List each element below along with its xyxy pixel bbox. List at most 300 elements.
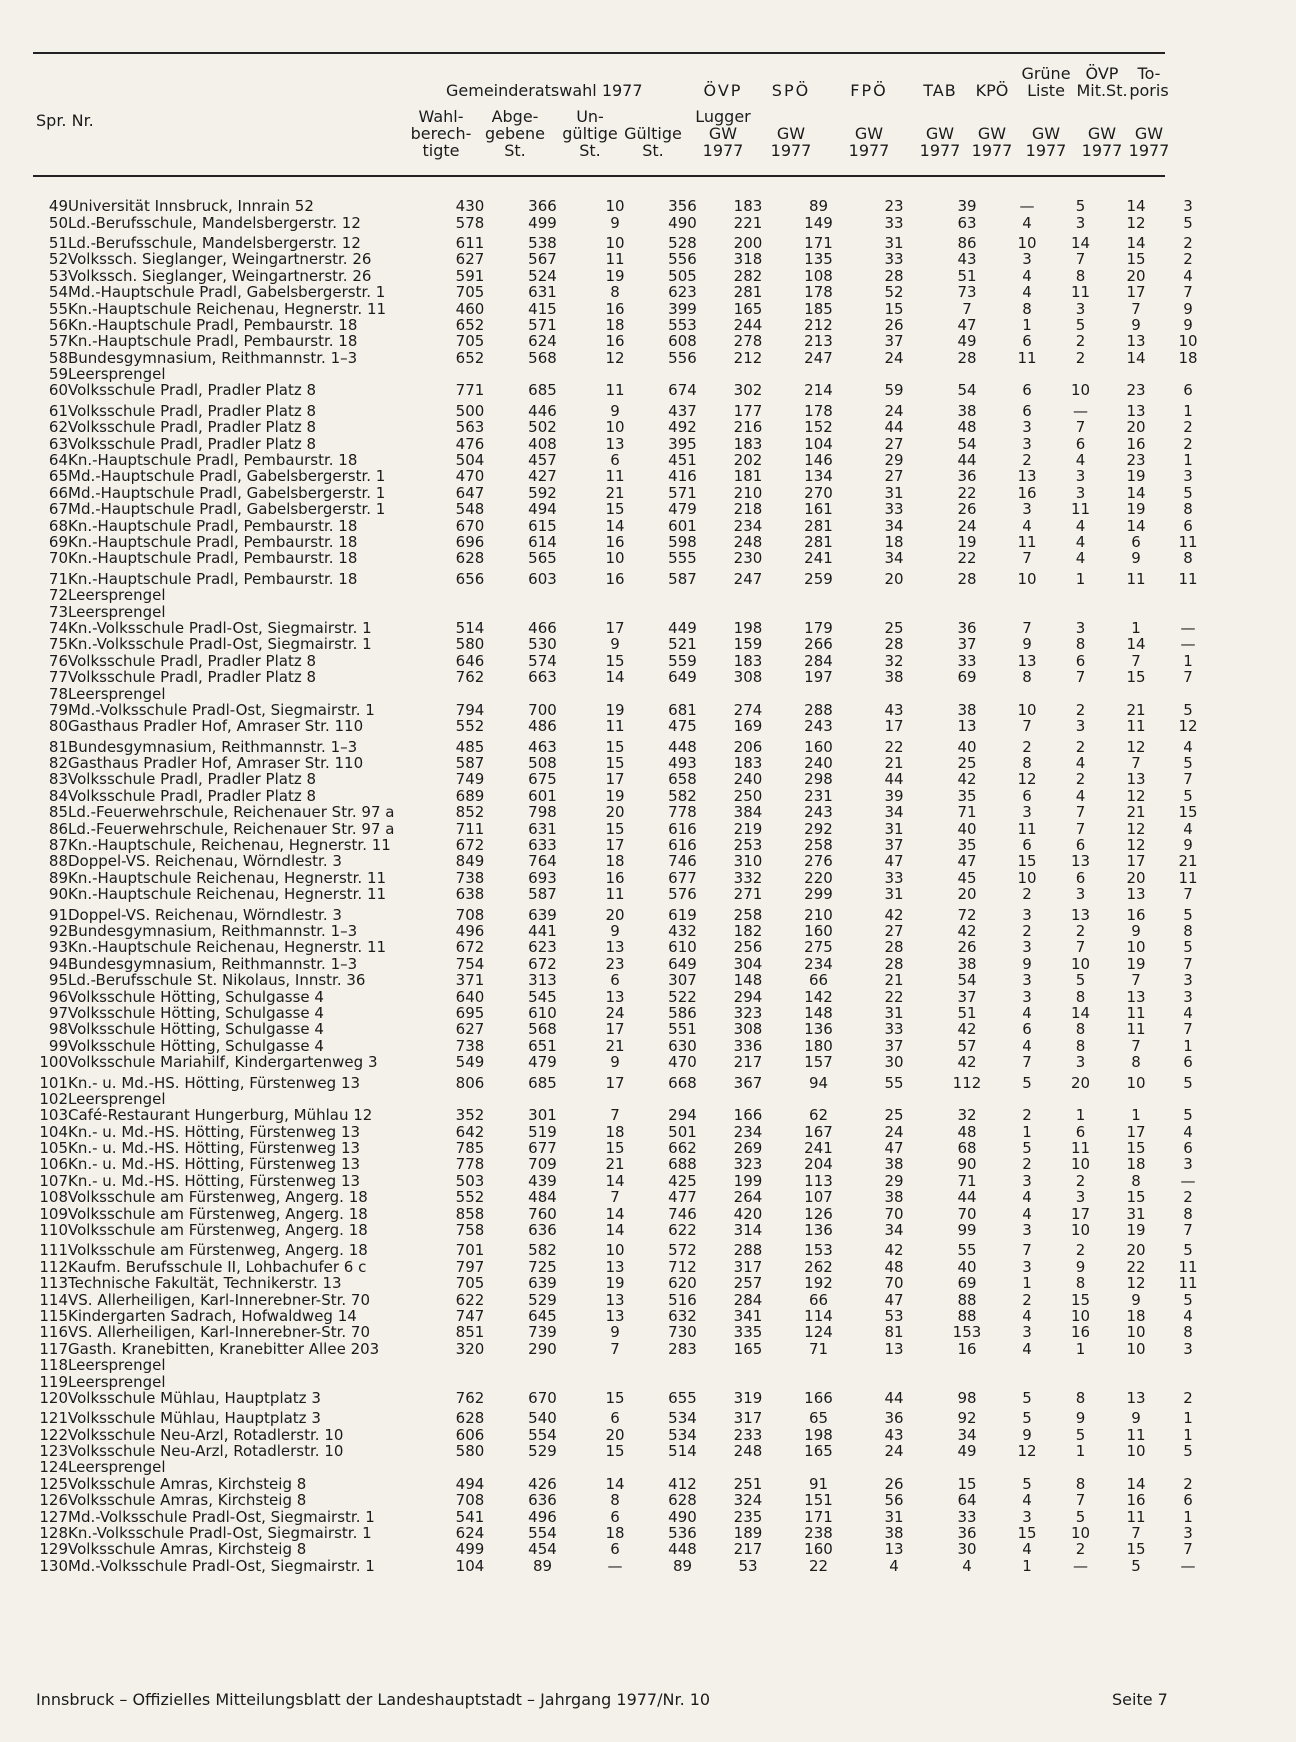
cell-oevp: 198 — [733, 618, 763, 637]
cell-toporis: 8 — [1183, 1323, 1193, 1342]
cell-toporis: 11 — [1178, 569, 1198, 588]
header-rule — [33, 175, 1165, 177]
cell-wahlberechtigte: 627 — [455, 1020, 485, 1039]
cell-kpoe: 8 — [1022, 754, 1032, 773]
cell-wahlberechtigte: 496 — [455, 921, 485, 940]
cell-abgegebene: 301 — [528, 1106, 557, 1125]
cell-spoe: 142 — [804, 987, 833, 1006]
polling-station-name: Volksschule Amras, Kirchsteig 8 — [68, 1540, 307, 1559]
polling-station-name: Kindergarten Sadrach, Hofwaldweg 14 — [68, 1306, 357, 1325]
cell-toporis: 6 — [1183, 381, 1193, 400]
cell-kpoe: 4 — [1022, 1204, 1032, 1223]
cell-abgegebene: 663 — [528, 668, 557, 687]
table-row — [33, 468, 1212, 484]
cell-wahlberechtigte: 587 — [455, 754, 485, 773]
row-number: 76 — [48, 651, 68, 670]
cell-toporis: 2 — [1183, 1474, 1193, 1493]
cell-kpoe: 9 — [1022, 1425, 1032, 1444]
cell-wahlberechtigte: 500 — [455, 401, 485, 420]
table-row — [33, 1443, 1212, 1459]
cell-ungueltige: 17 — [605, 1073, 625, 1092]
cell-kpoe: 12 — [1017, 1442, 1037, 1461]
cell-fpoe: 13 — [884, 1540, 904, 1559]
cell-kpoe: 13 — [1017, 467, 1037, 486]
cell-oevp: 248 — [733, 533, 763, 551]
cell-gueltige — [651, 1357, 714, 1373]
row-number: 62 — [48, 418, 68, 437]
cell-ungueltige: 11 — [605, 250, 625, 269]
cell-wahlberechtigte: 591 — [455, 266, 485, 285]
cell-fpoe: 21 — [884, 971, 904, 990]
cell-gueltige: 668 — [668, 1073, 697, 1092]
cell-abgegebene: 439 — [528, 1171, 557, 1190]
cell-gruene: 15 — [1070, 1290, 1091, 1309]
cell-fpoe: 24 — [884, 348, 904, 367]
cell-gruene — [1053, 685, 1108, 701]
polling-station-name: Ld.-Feuerwehrschule, Reichenauer Str. 97 a — [68, 803, 395, 822]
cell-tab: 71 — [957, 803, 977, 822]
polling-station-name: VS. Allerheiligen, Karl-Innerebner-Str. 70 — [68, 1290, 371, 1309]
polling-station-name: Volksschule Hötting, Schulgasse 4 — [68, 1036, 324, 1055]
cell-gruene: 9 — [1075, 1409, 1086, 1428]
cell-tab: 72 — [957, 905, 977, 924]
table-row — [33, 685, 1212, 701]
cell-oevp-mit: 14 — [1126, 635, 1146, 654]
row-number: 80 — [48, 717, 68, 736]
cell-abgegebene — [506, 1357, 579, 1373]
cell-spoe — [782, 1357, 855, 1373]
cell-spoe: 151 — [804, 1491, 833, 1510]
cell-toporis: 6 — [1183, 1139, 1193, 1158]
cell-kpoe: 3 — [1022, 1323, 1032, 1342]
cell-gueltige: 490 — [668, 1507, 697, 1526]
col-tab-header: TAB — [923, 81, 957, 100]
cell-wahlberechtigte: 762 — [455, 1388, 485, 1407]
cell-gruene: 5 — [1075, 315, 1086, 334]
cell-kpoe: 15 — [1017, 1524, 1037, 1543]
cell-wahlberechtigte: 749 — [455, 770, 485, 789]
cell-ungueltige: 14 — [605, 516, 625, 535]
cell-ungueltige — [579, 1459, 651, 1475]
cell-tab: 35 — [957, 836, 977, 855]
cell-ungueltige: 19 — [605, 700, 625, 719]
cell-oevp: 251 — [733, 1474, 763, 1493]
cell-toporis: 5 — [1183, 786, 1193, 805]
col-fpoe-header: FPÖ — [850, 81, 888, 100]
cell-spoe: 94 — [808, 1073, 829, 1092]
cell-wahlberechtigte — [434, 1373, 506, 1389]
col-ungueltige-header: Un- gültige St. — [562, 107, 618, 160]
cell-kpoe: 11 — [1017, 533, 1037, 551]
cell-ungueltige: 12 — [605, 348, 625, 367]
cell-toporis: 3 — [1183, 1524, 1193, 1543]
cell-ungueltige: 14 — [605, 1171, 625, 1190]
cell-gruene: 14 — [1070, 233, 1091, 252]
cell-kpoe: 2 — [1022, 1106, 1032, 1125]
cell-gueltige: 516 — [668, 1290, 697, 1309]
table-row — [33, 198, 1212, 214]
col-toporis-sub: GW 1977 — [1128, 124, 1170, 160]
table-row — [33, 1222, 1212, 1238]
cell-oevp-mit: 11 — [1126, 1003, 1146, 1022]
cell-abgegebene: 446 — [528, 401, 557, 420]
cell-tab: 48 — [957, 418, 977, 437]
cell-gueltige: 559 — [668, 651, 697, 670]
table-row — [33, 251, 1212, 267]
cell-ungueltige: 10 — [605, 197, 625, 216]
cell-ungueltige: 15 — [605, 1388, 625, 1407]
cell-oevp: 221 — [733, 213, 763, 232]
cell-oevp — [714, 1373, 782, 1389]
col-spoe-sub: GW 1977 — [770, 124, 812, 160]
cell-abgegebene: 624 — [528, 332, 557, 351]
polling-station-name: Volksschule Pradl, Pradler Platz 8 — [68, 651, 317, 670]
cell-wahlberechtigte — [434, 1459, 506, 1475]
table-row — [33, 485, 1212, 501]
polling-station-name: Leersprengel — [68, 602, 166, 621]
table-row — [33, 1341, 1212, 1357]
cell-toporis: 15 — [1178, 803, 1198, 822]
cell-oevp: 234 — [733, 1122, 763, 1141]
row-number: 99 — [48, 1036, 68, 1055]
cell-toporis: 4 — [1183, 737, 1193, 756]
col-oevp-header: ÖVP — [703, 81, 743, 100]
row-number: 58 — [48, 348, 68, 367]
cell-oevp-mit: 12 — [1126, 213, 1146, 232]
cell-abgegebene: 639 — [528, 905, 557, 924]
cell-fpoe: 28 — [884, 266, 904, 285]
cell-fpoe — [855, 1091, 933, 1107]
cell-oevp-mit: 13 — [1126, 770, 1146, 789]
cell-kpoe: 10 — [1017, 569, 1037, 588]
row-number: 59 — [48, 365, 68, 384]
cell-toporis: 5 — [1183, 905, 1193, 924]
cell-tab: 22 — [957, 549, 977, 568]
cell-ungueltige: 20 — [605, 905, 625, 924]
polling-station-name: Café-Restaurant Hungerburg, Mühlau 12 — [68, 1106, 373, 1125]
cell-wahlberechtigte: 504 — [455, 451, 485, 470]
cell-oevp — [714, 603, 782, 619]
cell-fpoe: 26 — [884, 1474, 904, 1493]
cell-gueltige: 551 — [668, 1020, 697, 1039]
cell-gueltige: 505 — [668, 266, 697, 285]
row-number: 85 — [48, 803, 68, 822]
cell-kpoe: 4 — [1022, 1540, 1032, 1559]
cell-wahlberechtigte: 652 — [455, 315, 485, 334]
cell-abgegebene — [506, 587, 579, 603]
cell-oevp-mit: 12 — [1126, 786, 1146, 805]
table-row — [33, 886, 1212, 902]
cell-oevp: 177 — [733, 401, 763, 420]
cell-abgegebene: 651 — [528, 1036, 557, 1055]
cell-kpoe: 4 — [1022, 516, 1032, 535]
cell-gruene: 2 — [1075, 1241, 1086, 1260]
cell-oevp-mit: 8 — [1131, 1053, 1141, 1072]
table-row — [33, 735, 1212, 755]
cell-wahlberechtigte: 352 — [455, 1106, 485, 1125]
table-row — [33, 1054, 1212, 1070]
cell-oevp-mit: 12 — [1126, 819, 1146, 838]
table-row — [33, 1156, 1212, 1172]
cell-gruene: 10 — [1070, 1306, 1091, 1325]
col-gueltige-header: Gültige St. — [624, 124, 682, 160]
cell-gueltige: 490 — [668, 213, 697, 232]
cell-ungueltige: 9 — [610, 1323, 620, 1342]
polling-station-name: Kn.- u. Md.-HS. Hötting, Fürstenweg 13 — [68, 1155, 361, 1174]
cell-spoe: 153 — [804, 1241, 833, 1260]
cell-gueltige: 620 — [668, 1274, 697, 1293]
cell-abgegebene: 571 — [528, 315, 557, 334]
cell-abgegebene: 313 — [528, 971, 557, 990]
cell-wahlberechtigte: 778 — [455, 1155, 485, 1174]
footer-page-number: Seite 7 — [1112, 1690, 1168, 1709]
cell-abgegebene: 592 — [528, 483, 557, 502]
cell-toporis: 10 — [1178, 332, 1198, 351]
row-number: 116 — [39, 1323, 68, 1342]
cell-ungueltige: 10 — [605, 418, 625, 437]
cell-wahlberechtigte: 638 — [455, 885, 485, 904]
row-number: 107 — [39, 1171, 68, 1190]
table-row — [33, 956, 1212, 972]
cell-gruene: 1 — [1075, 1106, 1086, 1125]
cell-tab: 35 — [957, 786, 977, 805]
cell-gueltige: 501 — [668, 1122, 697, 1141]
cell-toporis: 7 — [1183, 954, 1193, 973]
cell-kpoe: 7 — [1022, 1053, 1032, 1072]
cell-toporis: 7 — [1183, 283, 1193, 302]
cell-oevp-mit: 11 — [1126, 717, 1146, 736]
cell-spoe: 161 — [804, 500, 833, 519]
cell-oevp: 247 — [733, 569, 763, 588]
cell-gueltige: 622 — [668, 1221, 697, 1240]
cell-spoe: 135 — [804, 250, 833, 269]
polling-station-name: Volksschule Pradl, Pradler Platz 8 — [68, 770, 317, 789]
cell-toporis — [1164, 1459, 1212, 1475]
cell-wahlberechtigte: 624 — [455, 1524, 485, 1543]
table-row — [33, 534, 1212, 550]
row-number: 106 — [39, 1155, 68, 1174]
cell-spoe: 240 — [804, 754, 833, 773]
table-row — [33, 382, 1212, 398]
cell-oevp: 323 — [733, 1003, 763, 1022]
cell-abgegebene: 567 — [528, 250, 557, 269]
cell-fpoe: 27 — [884, 921, 904, 940]
cell-oevp: 420 — [733, 1204, 763, 1223]
cell-tab: 13 — [957, 717, 977, 736]
cell-tab — [933, 1357, 1001, 1373]
cell-fpoe: 29 — [884, 451, 904, 470]
cell-oevp: 199 — [733, 1171, 763, 1190]
cell-gueltige: 610 — [668, 938, 697, 957]
cell-ungueltige — [579, 1373, 651, 1389]
cell-fpoe: 27 — [884, 467, 904, 486]
cell-fpoe: 31 — [884, 483, 904, 502]
cell-kpoe: 1 — [1022, 1274, 1032, 1293]
cell-toporis: 21 — [1178, 852, 1198, 871]
cell-kpoe: 2 — [1022, 737, 1032, 756]
cell-oevp-mit: 20 — [1126, 868, 1146, 887]
cell-spoe — [782, 1459, 855, 1475]
row-number: 98 — [48, 1020, 68, 1039]
cell-kpoe: 3 — [1022, 1507, 1032, 1526]
cell-spoe: 276 — [804, 852, 833, 871]
cell-toporis: 12 — [1178, 717, 1198, 736]
cell-kpoe: 16 — [1017, 483, 1037, 502]
cell-gueltige: 572 — [668, 1241, 697, 1260]
cell-wahlberechtigte: 696 — [455, 533, 485, 551]
table-row — [33, 1205, 1212, 1221]
cell-gruene: 5 — [1075, 1507, 1086, 1526]
cell-tab: 7 — [962, 299, 972, 318]
cell-gruene: 6 — [1075, 651, 1086, 670]
cell-oevp-mit — [1108, 1091, 1164, 1107]
cell-oevp-mit: 9 — [1131, 315, 1141, 334]
cell-oevp-mit: 18 — [1126, 1306, 1146, 1325]
cell-spoe: 281 — [804, 516, 833, 535]
cell-abgegebene: 574 — [528, 651, 557, 670]
cell-ungueltige: 15 — [605, 1139, 625, 1158]
cell-wahlberechtigte: 548 — [455, 500, 485, 519]
cell-spoe: 71 — [808, 1339, 829, 1358]
cell-kpoe: 6 — [1022, 332, 1032, 351]
cell-fpoe: 28 — [884, 635, 904, 654]
cell-kpoe: 9 — [1022, 635, 1032, 654]
cell-fpoe: 22 — [884, 737, 904, 756]
row-number: 109 — [39, 1204, 68, 1223]
cell-oevp: 210 — [733, 483, 763, 502]
cell-tab: 4 — [962, 1556, 972, 1575]
table-row — [33, 1189, 1212, 1205]
cell-gruene: 13 — [1070, 852, 1091, 871]
cell-abgegebene: 700 — [528, 700, 557, 719]
cell-fpoe: 34 — [884, 549, 904, 568]
cell-kpoe — [1001, 685, 1053, 701]
cell-gruene: 14 — [1070, 1003, 1091, 1022]
cell-abgegebene: 709 — [528, 1155, 557, 1174]
cell-spoe: 241 — [804, 549, 833, 568]
table-row — [33, 1373, 1212, 1389]
cell-abgegebene: 529 — [528, 1442, 557, 1461]
table-row — [33, 1427, 1212, 1443]
polling-station-name: Gasthaus Pradler Hof, Amraser Str. 110 — [68, 717, 364, 736]
row-number: 127 — [39, 1507, 68, 1526]
cell-fpoe: 25 — [884, 1106, 904, 1125]
cell-abgegebene: 565 — [528, 549, 557, 568]
cell-kpoe: 2 — [1022, 1155, 1032, 1174]
table-row — [33, 972, 1212, 988]
cell-gueltige: 475 — [668, 717, 697, 736]
cell-wahlberechtigte: 503 — [455, 1171, 485, 1190]
cell-fpoe: 29 — [884, 1171, 904, 1190]
cell-kpoe: 9 — [1022, 954, 1032, 973]
cell-oevp — [714, 685, 782, 701]
cell-toporis: 3 — [1183, 1155, 1193, 1174]
cell-abgegebene — [506, 1373, 579, 1389]
cell-wahlberechtigte — [434, 1091, 506, 1107]
cell-gueltige: 448 — [668, 1540, 697, 1559]
cell-gruene — [1053, 587, 1108, 603]
cell-kpoe: 8 — [1022, 299, 1032, 318]
cell-abgegebene: 426 — [528, 1474, 557, 1493]
cell-oevp-mit: 20 — [1126, 1241, 1146, 1260]
cell-toporis: 5 — [1183, 1073, 1193, 1092]
cell-spoe: 259 — [804, 569, 833, 588]
polling-station-name: Gasthaus Pradler Hof, Amraser Str. 110 — [68, 754, 364, 773]
cell-abgegebene: 554 — [528, 1524, 557, 1543]
table-row — [33, 1390, 1212, 1406]
cell-toporis: 8 — [1183, 921, 1193, 940]
cell-toporis: 18 — [1178, 348, 1198, 367]
cell-abgegebene: 615 — [528, 516, 557, 535]
cell-fpoe: 28 — [884, 938, 904, 957]
cell-fpoe: 33 — [884, 213, 904, 232]
polling-station-name: Kn.- u. Md.-HS. Hötting, Fürstenweg 13 — [68, 1122, 361, 1141]
cell-tab: 38 — [957, 700, 977, 719]
polling-station-name: Md.-Hauptschule Pradl, Gabelsbergerstr. 1 — [68, 283, 386, 302]
cell-oevp: 166 — [733, 1106, 763, 1125]
table-row — [33, 1492, 1212, 1508]
cell-gueltige — [651, 685, 714, 701]
cell-tab: 42 — [957, 921, 977, 940]
cell-tab: 55 — [957, 1241, 977, 1260]
cell-gruene: 2 — [1075, 770, 1086, 789]
cell-oevp: 235 — [733, 1507, 763, 1526]
row-number: 70 — [48, 549, 68, 568]
polling-station-name: Leersprengel — [68, 1372, 166, 1391]
cell-gueltige: 632 — [668, 1306, 697, 1325]
cell-gruene: 6 — [1075, 868, 1086, 887]
row-number: 121 — [39, 1409, 68, 1428]
cell-gueltige: 688 — [668, 1155, 697, 1174]
cell-toporis: 1 — [1183, 1036, 1193, 1055]
cell-kpoe: 6 — [1022, 401, 1032, 420]
cell-toporis: 7 — [1183, 1221, 1193, 1240]
cell-abgegebene: 524 — [528, 266, 557, 285]
cell-wahlberechtigte: 794 — [455, 700, 485, 719]
cell-spoe: 152 — [804, 418, 833, 437]
cell-gruene: 8 — [1075, 1274, 1086, 1293]
cell-oevp: 182 — [733, 921, 763, 940]
cell-gruene: 8 — [1075, 1020, 1086, 1039]
cell-toporis: 5 — [1183, 938, 1193, 957]
cell-kpoe: 7 — [1022, 717, 1032, 736]
cell-ungueltige: 13 — [605, 434, 625, 453]
cell-abgegebene: 610 — [528, 1003, 557, 1022]
cell-spoe: 108 — [804, 266, 833, 285]
cell-wahlberechtigte: 705 — [455, 1274, 485, 1293]
cell-toporis — [1164, 366, 1212, 382]
cell-spoe: 214 — [804, 381, 833, 400]
cell-fpoe: 47 — [884, 1139, 904, 1158]
table-row — [33, 870, 1212, 886]
cell-oevp-mit: 11 — [1126, 1507, 1146, 1526]
row-number: 83 — [48, 770, 68, 789]
cell-abgegebene — [506, 1459, 579, 1475]
cell-kpoe: 4 — [1022, 1491, 1032, 1510]
row-number: 92 — [48, 921, 68, 940]
cell-oevp: 332 — [733, 868, 763, 887]
cell-fpoe: 32 — [884, 651, 904, 670]
row-number: 56 — [48, 315, 68, 334]
cell-oevp: 253 — [733, 836, 763, 855]
cell-oevp-mit: 21 — [1126, 700, 1146, 719]
cell-oevp-mit: 16 — [1126, 905, 1146, 924]
row-number: 123 — [39, 1442, 68, 1461]
cell-oevp: 212 — [733, 348, 763, 367]
cell-kpoe: 10 — [1017, 700, 1037, 719]
cell-fpoe: 36 — [884, 1409, 904, 1428]
cell-oevp: 244 — [733, 315, 763, 334]
